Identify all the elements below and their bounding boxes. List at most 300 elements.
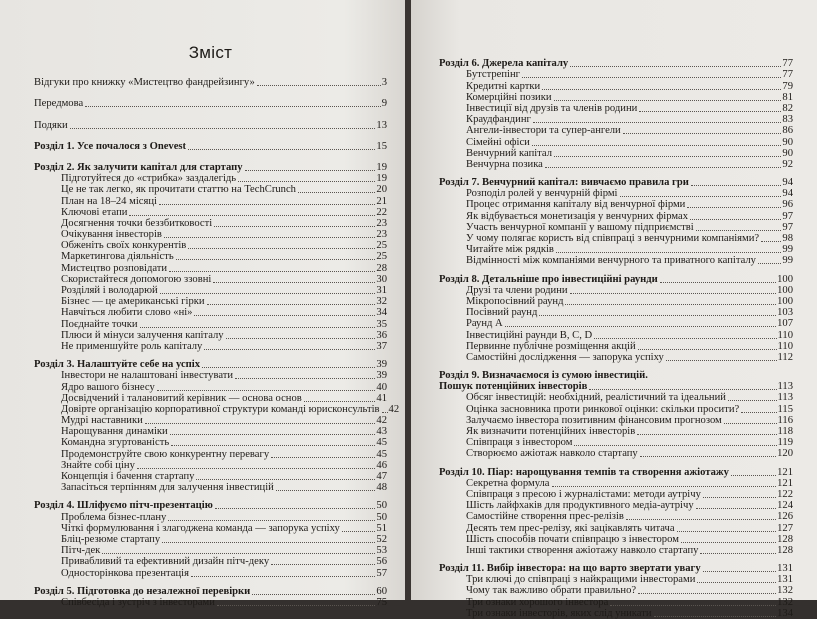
toc-leader-dots <box>703 571 776 572</box>
toc-leader-dots <box>162 542 375 543</box>
toc-page-number: 97 <box>782 210 793 222</box>
toc-entry <box>34 415 387 426</box>
toc-entry <box>34 195 387 206</box>
toc-entry-title: Розділ 9. Визначаємося із сумою інвестицій. <box>439 370 648 382</box>
toc-page-number: 94 <box>782 188 793 200</box>
toc-page-number: 83 <box>782 114 793 126</box>
toc-entry <box>34 567 387 578</box>
toc-entry <box>439 244 793 255</box>
toc-entry <box>439 585 793 596</box>
toc-leader-dots <box>610 605 776 606</box>
toc-page-number: 132 <box>777 596 793 608</box>
toc-leader-dots <box>539 315 776 316</box>
toc-entry <box>439 307 793 318</box>
toc-entry-title: Відмінності між компаніями венчурного та приватного капіталу <box>466 255 756 267</box>
toc-entry-title: Три ознаки інвесторів, яких слід уникати <box>466 607 652 619</box>
toc-entry-title: Як визначити потенційних інвесторів <box>466 426 636 437</box>
toc-page-number: 19 <box>376 173 387 185</box>
toc-page-number: 90 <box>782 147 793 159</box>
toc-page-number: 115 <box>777 403 793 415</box>
toc-entry <box>34 141 387 152</box>
toc-page-number: 75 <box>376 596 387 608</box>
toc-entry-title: Розділ 2. Як залучити капітал для стартапу <box>34 161 243 173</box>
toc-entry <box>439 136 793 147</box>
toc-leader-dots <box>681 542 776 543</box>
toc-leader-dots <box>145 423 376 424</box>
toc-entry-title: Розділ 1. Усе почалося з Onevest <box>34 140 187 152</box>
toc-entry-title: Три ознаки хорошого інвестора <box>466 596 609 608</box>
toc-list-right <box>439 58 793 619</box>
toc-leader-dots <box>623 133 782 134</box>
toc-page-number: 45 <box>376 448 387 460</box>
right-page <box>411 0 817 619</box>
toc-page-number: 30 <box>376 273 387 285</box>
toc-page-number: 31 <box>376 285 387 296</box>
toc-entry <box>439 352 793 363</box>
toc-page-number: 90 <box>782 136 793 148</box>
toc-entry <box>34 341 387 352</box>
toc-page-number: 113 <box>777 392 793 404</box>
toc-leader-dots <box>731 475 776 476</box>
toc-leader-dots <box>554 156 781 157</box>
toc-entry-title: Не применшуйте роль капіталу <box>61 340 203 352</box>
toc-list-left <box>34 77 400 608</box>
toc-page-number: 56 <box>376 556 387 568</box>
toc-entry <box>34 262 387 273</box>
toc-entry <box>34 296 387 307</box>
toc-leader-dots <box>257 85 381 86</box>
toc-leader-dots <box>202 367 375 368</box>
toc-leader-dots <box>196 479 375 480</box>
toc-entry <box>34 381 387 392</box>
toc-entry <box>439 285 793 296</box>
toc-entry-title: Венчурний капітал <box>466 147 553 159</box>
toc-page-number: 100 <box>777 273 793 285</box>
toc-page-number: 37 <box>376 340 387 352</box>
toc-entry-title: Обженіть своїх конкурентів <box>61 240 187 252</box>
toc-page-number: 113 <box>777 381 793 393</box>
toc-page-number: 51 <box>376 522 387 534</box>
toc-entry-title: Досягнення точки беззбитковості <box>61 217 213 229</box>
toc-entry-title: Плюси й мінуси залучення капіталу <box>61 329 224 341</box>
toc-page-number: 48 <box>376 482 387 494</box>
toc-leader-dots <box>204 349 375 350</box>
toc-leader-dots <box>654 616 777 617</box>
toc-leader-dots <box>761 241 781 242</box>
toc-leader-dots <box>660 282 776 283</box>
toc-page-number: 52 <box>376 533 387 545</box>
toc-entry <box>439 511 793 522</box>
toc-leader-dots <box>728 400 777 401</box>
toc-entry <box>34 556 387 567</box>
toc-entry <box>439 522 793 533</box>
toc-page-number: 120 <box>777 448 793 460</box>
toc-entry <box>34 448 387 459</box>
toc-entry <box>439 148 793 159</box>
toc-leader-dots <box>545 167 782 168</box>
toc-entry <box>439 329 793 340</box>
toc-page-number: 118 <box>777 426 793 437</box>
toc-leader-dots <box>758 263 781 264</box>
toc-leader-dots <box>696 230 782 231</box>
toc-entry-title: Привабливий та ефективний дизайн пітч-деку <box>61 556 270 568</box>
toc-entry <box>439 233 793 244</box>
toc-entry <box>439 58 793 69</box>
toc-entry-title: Підготуйтеся до «стрибка» заздалегідь <box>61 173 237 185</box>
toc-page-number: 131 <box>777 563 793 575</box>
toc-page-number: 25 <box>376 240 387 252</box>
toc-page-number: 15 <box>376 140 387 152</box>
toc-page-number: 3 <box>381 77 387 89</box>
toc-entry <box>34 393 387 404</box>
toc-page-number: 21 <box>376 195 387 207</box>
toc-entry-title: Розділ 11. Вибір інвестора: на що варто звертати увагу <box>439 563 701 575</box>
toc-entry-title: Читайте між рядків <box>466 244 554 256</box>
toc-page-number: 98 <box>782 233 793 244</box>
toc-entry-title: У чому полягає користь від співпраці з венчурними компаніями? <box>466 233 760 244</box>
toc-leader-dots <box>298 192 375 193</box>
toc-entry-title: Співбесіда і зустріч з інвесторами <box>61 596 215 608</box>
toc-entry-title: Інвестиції від друзів та членів родини <box>466 102 638 114</box>
toc-leader-dots <box>570 293 777 294</box>
toc-entry <box>34 523 387 534</box>
toc-entry <box>439 489 793 500</box>
toc-page-number: 96 <box>782 199 793 211</box>
toc-leader-dots <box>140 327 376 328</box>
toc-entry <box>439 177 793 188</box>
toc-entry <box>439 574 793 585</box>
toc-entry <box>439 210 793 221</box>
toc-entry <box>34 184 387 195</box>
toc-leader-dots <box>213 282 375 283</box>
toc-page-number: 100 <box>777 295 793 307</box>
toc-entry <box>34 359 387 370</box>
toc-entry-title: Співпраця з пресою і журналістами: методи аутрічу <box>466 488 701 500</box>
toc-entry <box>439 370 793 381</box>
toc-leader-dots <box>252 594 375 595</box>
toc-leader-dots <box>638 593 776 594</box>
toc-entry-title: Розділ 10. Піар: нарощування темпів та створення ажіотажу <box>439 466 729 478</box>
toc-page-number: 103 <box>777 307 793 319</box>
toc-entry <box>34 403 400 415</box>
toc-entry-title: Проблема бізнес-плану <box>61 511 167 523</box>
toc-page-number: 121 <box>777 477 793 489</box>
toc-leader-dots <box>638 349 777 350</box>
toc-leader-dots <box>169 271 375 272</box>
toc-leader-dots <box>570 66 781 67</box>
toc-entry-title: Концепція і бачення стартапу <box>61 471 195 482</box>
toc-entry-title: Створюємо ажіотаж навколо стартапу <box>466 448 638 460</box>
toc-page-number: 128 <box>777 544 793 556</box>
toc-leader-dots <box>226 338 376 339</box>
toc-page-number: 119 <box>777 437 793 449</box>
toc-page-number: 124 <box>777 500 793 512</box>
toc-entry <box>439 381 793 392</box>
toc-entry <box>34 251 387 262</box>
toc-entry <box>439 437 793 448</box>
toc-entry-title: Ключові етапи <box>61 206 128 218</box>
toc-entry-title: Нарощування динаміки <box>61 426 168 438</box>
toc-page-number: 82 <box>782 102 793 114</box>
toc-entry <box>439 563 793 574</box>
toc-page-number: 50 <box>376 511 387 523</box>
toc-entry <box>34 437 387 448</box>
toc-page-number: 43 <box>376 426 387 438</box>
toc-page-number: 86 <box>782 125 793 137</box>
toc-page-number: 9 <box>381 98 387 110</box>
toc-leader-dots <box>215 508 376 509</box>
toc-leader-dots <box>620 196 782 197</box>
toc-leader-dots <box>556 252 781 253</box>
toc-entry-title: Продемонструйте свою конкурентну перевагу <box>61 448 270 460</box>
toc-page-number: 23 <box>376 217 387 229</box>
toc-entry <box>439 114 793 125</box>
toc-entry-title: Інвестиційні раунди B, C, D <box>466 329 593 341</box>
toc-leader-dots <box>677 531 777 532</box>
toc-leader-dots <box>194 315 375 316</box>
toc-page-number: 57 <box>376 567 387 579</box>
toc-entry <box>439 392 793 403</box>
toc-leader-dots <box>171 445 375 446</box>
toc-page-number: 126 <box>777 511 793 523</box>
toc-entry-title: Три ключі до співпраці з найкращими інвесторами <box>466 574 696 586</box>
toc-entry-title: Це не так легко, як прочитати статтю на TechCrunch <box>61 184 296 196</box>
toc-entry <box>439 255 793 266</box>
toc-entry-title: Як відбувається монетизація у венчурних фірмах <box>466 210 689 222</box>
toc-leader-dots <box>129 215 375 216</box>
toc-entry-title: Розділ 3. Налаштуйте себе на успіх <box>34 359 200 371</box>
toc-entry-title: Мікропосівний раунд <box>466 295 564 307</box>
toc-entry <box>439 92 793 103</box>
toc-leader-dots <box>245 170 376 171</box>
toc-entry-title: Поєднайте точки <box>61 318 138 330</box>
toc-leader-dots <box>637 434 776 435</box>
toc-leader-dots <box>271 457 375 458</box>
toc-leader-dots <box>164 237 376 238</box>
toc-entry-title: Розділ 5. Підготовка до незалежної перевірки <box>34 585 251 597</box>
toc-entry <box>34 307 387 318</box>
toc-page-number: 112 <box>777 351 793 363</box>
toc-page-number: 128 <box>777 533 793 545</box>
toc-entry-title: Кредитні картки <box>466 80 541 92</box>
toc-page-number: 47 <box>376 471 387 482</box>
toc-entry-title: Знайте собі ціну <box>61 459 135 471</box>
toc-entry-title: Краудфандинг <box>466 114 531 126</box>
toc-entry-title: Пітч-дек <box>61 545 101 557</box>
toc-entry <box>34 162 387 173</box>
toc-entry-title: Пошук потенційних інвесторів <box>439 381 588 393</box>
toc-leader-dots <box>235 378 375 379</box>
toc-page-number: 42 <box>376 415 387 427</box>
toc-leader-dots <box>522 77 781 78</box>
toc-leader-dots <box>217 605 376 606</box>
toc-leader-dots <box>594 338 776 339</box>
toc-leader-dots <box>238 181 375 182</box>
toc-entry-title: Бізнес — це американські гірки <box>61 296 205 308</box>
toc-entry <box>439 608 793 619</box>
toc-entry-title: Залучаємо інвестора позитивним фінансовим прогнозом <box>466 414 722 426</box>
toc-entry-title: Шість лайфхаків для продуктивного медіа-аутрічу <box>466 500 694 512</box>
toc-entry-title: Розділяй і володарюй <box>61 285 158 296</box>
toc-page-number: 40 <box>376 381 387 393</box>
toc-entry-title: Розділ 6. Джерела капіталу <box>439 58 569 70</box>
toc-entry <box>439 341 793 352</box>
toc-leader-dots <box>697 582 776 583</box>
toc-leader-dots <box>191 576 375 577</box>
toc-page-number: 50 <box>376 500 387 512</box>
toc-leader-dots <box>703 497 776 498</box>
toc-page-number: 39 <box>376 370 387 382</box>
toc-entry <box>34 285 387 296</box>
toc-entry-title: Оцінка засновника проти ринкової оцінки: скільки просити? <box>466 403 740 415</box>
toc-page-number: 131 <box>777 574 793 586</box>
toc-page-number: 134 <box>777 607 793 619</box>
toc-entry-title: Передмова <box>34 98 84 110</box>
toc-page-number: 99 <box>782 255 793 267</box>
toc-page-number: 97 <box>782 221 793 233</box>
toc-page-number: 107 <box>777 318 793 330</box>
toc-entry-title: Скористайтеся допомогою ззовні <box>61 273 212 285</box>
toc-entry-title: План на 18–24 місяці <box>61 195 157 207</box>
toc-leader-dots <box>159 204 375 205</box>
toc-entry <box>439 426 793 437</box>
toc-entry <box>34 229 387 240</box>
toc-leader-dots <box>639 111 781 112</box>
toc-page-number: 32 <box>376 296 387 308</box>
toc-entry-title: Інвестори не налаштовані інвестувати <box>61 370 234 382</box>
toc-entry <box>439 222 793 233</box>
toc-entry-title: Інші тактики створення ажіотажу навколо стартапу <box>466 544 699 556</box>
toc-leader-dots <box>554 100 782 101</box>
toc-page-number: 53 <box>376 545 387 557</box>
toc-entry <box>439 273 793 284</box>
toc-leader-dots <box>85 106 381 107</box>
toc-entry <box>34 545 387 556</box>
toc-leader-dots <box>70 128 376 129</box>
toc-leader-dots <box>552 486 777 487</box>
toc-entry-title: Подяки <box>34 119 68 131</box>
toc-entry <box>439 478 793 489</box>
toc-leader-dots <box>102 553 375 554</box>
toc-entry <box>34 500 387 511</box>
toc-entry-title: Ядро вашого бізнесу <box>61 381 155 393</box>
toc-entry-title: Мистецтво розповідати <box>61 262 168 274</box>
toc-entry-title: Співпраця з інвестором <box>466 437 573 449</box>
toc-leader-dots <box>687 207 781 208</box>
toc-page-number: 122 <box>777 488 793 500</box>
toc-entry <box>34 426 387 437</box>
toc-entry-title: Секретна формула <box>466 477 550 489</box>
toc-entry-title: Розподіл ролей у венчурній фірмі <box>466 188 618 200</box>
toc-entry-title: Довірте організацію корпоративної структури команді юрисконсультів <box>61 403 380 415</box>
toc-page-number: 121 <box>777 466 793 478</box>
toc-page-number: 41 <box>376 392 387 404</box>
toc-leader-dots <box>574 445 776 446</box>
toc-entry-title: Раунд A <box>466 318 503 330</box>
toc-leader-dots <box>700 553 776 554</box>
toc-entry <box>34 77 387 88</box>
toc-page-number: 25 <box>376 251 387 263</box>
toc-leader-dots <box>382 412 388 413</box>
toc-entry-title: Сімейні офіси <box>466 136 530 148</box>
toc-entry <box>439 69 793 80</box>
toc-entry <box>34 597 387 608</box>
toc-page-number: 132 <box>777 585 793 597</box>
toc-entry-title: Комерційні позики <box>466 91 552 103</box>
toc-entry <box>34 460 387 471</box>
left-page <box>0 0 405 608</box>
toc-leader-dots <box>271 564 375 565</box>
toc-page-number: 34 <box>376 307 387 319</box>
toc-entry-title: Самостійне створення прес-релізів <box>466 511 624 523</box>
toc-leader-dots <box>214 226 375 227</box>
toc-page-number: 77 <box>782 69 793 81</box>
toc-entry-title: Запасіться терпінням для залучення інвестицій <box>61 482 274 494</box>
toc-leader-dots <box>741 412 776 413</box>
toc-leader-dots <box>505 326 776 327</box>
toc-leader-dots <box>188 149 375 150</box>
toc-entry-title: Самостійні дослідження — запорука успіху <box>466 351 664 363</box>
toc-leader-dots <box>168 520 375 521</box>
toc-entry-title: Маркетингова діяльність <box>61 251 174 263</box>
toc-page-number: 110 <box>777 329 793 341</box>
toc-entry-title: Венчурна позика <box>466 158 543 170</box>
toc-leader-dots <box>589 389 776 390</box>
toc-entry <box>439 188 793 199</box>
toc-entry <box>34 207 387 218</box>
toc-entry <box>34 318 387 329</box>
toc-leader-dots <box>342 531 376 532</box>
toc-leader-dots <box>666 360 777 361</box>
toc-entry-title: Чому так важливо обрати правильно? <box>466 585 637 597</box>
toc-page-number: 23 <box>376 229 387 241</box>
toc-entry-title: Розділ 7. Венчурний капітал: вивчаємо правила гри <box>439 177 689 189</box>
toc-entry <box>34 98 387 109</box>
toc-page-number: 13 <box>376 119 387 131</box>
toc-leader-dots <box>690 219 781 220</box>
toc-entry-title: Односторінкова презентація <box>61 567 189 579</box>
toc-entry <box>34 274 387 285</box>
toc-page-number: 60 <box>376 585 387 597</box>
toc-page-number: 42 <box>388 403 400 415</box>
toc-entry <box>34 586 387 597</box>
toc-entry <box>439 534 793 545</box>
toc-entry-title: Розділ 4. Шліфуємо пітч-презентацію <box>34 500 213 512</box>
toc-entry-title: Посівний раунд <box>466 307 538 319</box>
toc-leader-dots <box>207 304 376 305</box>
toc-page-number: 28 <box>376 262 387 274</box>
toc-page-number: 92 <box>782 158 793 170</box>
toc-page-number: 20 <box>376 184 387 196</box>
toc-leader-dots <box>626 519 776 520</box>
toc-entry <box>34 471 387 482</box>
toc-page-number: 116 <box>777 414 793 426</box>
toc-entry <box>34 119 387 130</box>
toc-entry <box>34 218 387 229</box>
toc-leader-dots <box>188 248 375 249</box>
toc-page-number: 35 <box>376 318 387 330</box>
toc-entry <box>439 545 793 556</box>
toc-entry <box>439 500 793 511</box>
toc-leader-dots <box>696 508 776 509</box>
toc-entry <box>439 403 793 414</box>
toc-entry-title: Шість способів почати співпрацю з інвестором <box>466 533 679 545</box>
toc-entry-title: Бутстрепінг <box>466 69 520 81</box>
toc-page-number: 81 <box>782 91 793 103</box>
toc-entry <box>34 511 387 522</box>
toc-entry <box>439 125 793 136</box>
toc-leader-dots <box>691 185 782 186</box>
